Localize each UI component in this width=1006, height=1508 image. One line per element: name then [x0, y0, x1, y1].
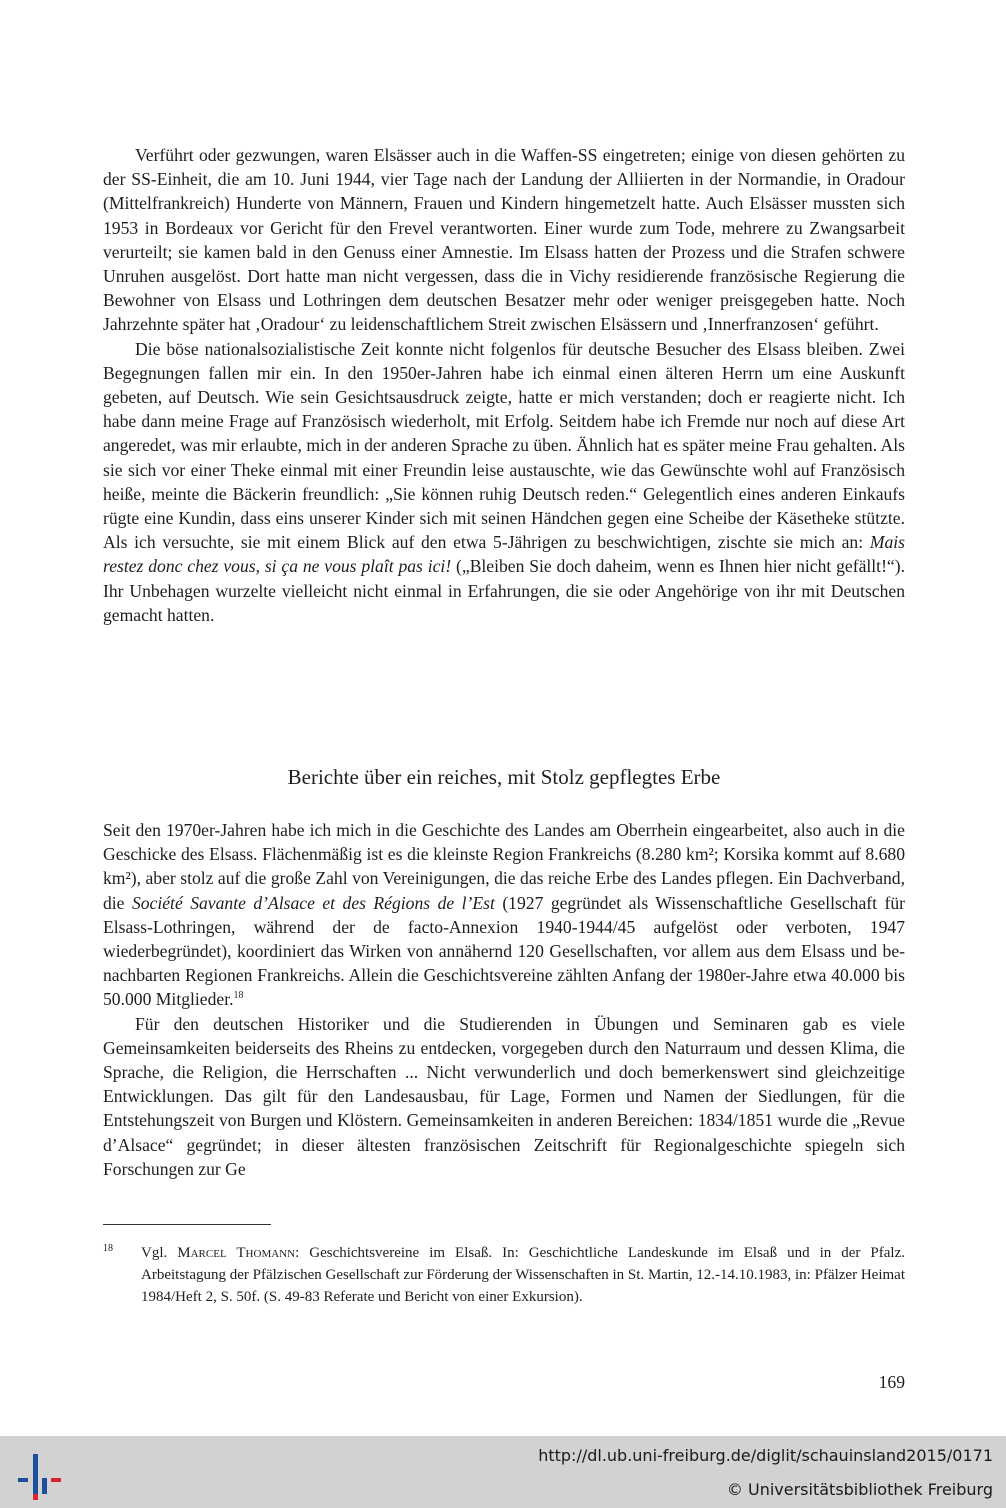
- footnote: [103, 1242, 905, 1308]
- copyright-notice: © Universitätsbibliothek Freiburg: [726, 1480, 993, 1499]
- footnote-number: 18: [103, 1243, 113, 1254]
- footnote-text: Vgl. Marcel Thomann: Geschichtsvereine im Elsaß. In: Geschichtliche Landeskunde im Elsaß und in der Pfalz. Arbeitstagung der Pfälzischen Gesellschaft zur Förderung der Wissenschaften in St. Martin, 12.-14.10.1983, in: Pfälzer Heimat 1984/Heft 2, S. 50f. (S. 49-83 Referate und Bericht von einer Exkursion).: [141, 1245, 905, 1305]
- body-text-section-2: [103, 818, 905, 1181]
- section-heading: Berichte über ein reiches, mit Stolz gepflegtes Erbe: [287, 765, 721, 789]
- body-text-section-1: [103, 143, 905, 627]
- document-url-link[interactable]: http://dl.ub.uni-freiburg.de/diglit/schauinsland2015/0171: [538, 1446, 993, 1465]
- page-number: 169: [878, 1372, 905, 1392]
- paragraph: Verführt oder gezwungen, waren Elsässer auch in die Waffen-SS eingetreten; einige von diesen gehörten zu der SS-Einheit, die am 10. Juni 1944, vier Tage nach der Landung der Alliierten in der Normandie, in Oradour (Mittelfrankreich) Hunderte von Männern, Frauen und Kindern hingemetzelt hatte. Auch Elsässer mussten sich 1953 in Bordeaux vor Gericht für den Frevel verantworten. Einer wurde zum Tode, mehrere zu Zwangsarbeit verurteilt; sie kamen bald in den Genuss einer Amnestie. Im Elsass hatten der Prozess und die Strafen schwere Unruhen ausgelöst. Dort hatte man nicht vergessen, dass die in Vichy residierende französische Regierung die Bewohner von Elsass und Lothringen dem deutschen Besatzer mehr oder weniger preisgegeben hatte. Noch Jahrzehnte später hat ‚Oradour‘ zu leidenschaftlichem Streit zwischen Elsässern und ‚Innerfranzosen‘ geführt.: [103, 145, 905, 335]
- footnote-divider: [103, 1224, 271, 1225]
- ub-freiburg-logo-icon: [14, 1448, 62, 1500]
- paragraph: Seit den 1970er-Jahren habe ich mich in die Geschichte des Landes am Oberrhein eingearbeitet, also auch in die Geschicke des Elsass. Flächenmäßig ist es die kleinste Region Frankreichs (8.280 km²; Korsika kommt auf 8.680 km²), aber stolz auf die große Zahl von Vereinigungen, die das reiche Erbe des Landes pflegen. Ein Dachverband, die Société Savante d’Alsace et des Régions de l’Est (1927 gegründet als Wissenschaftliche Gesellschaft für Elsass-Lothringen, während der de facto-Annexion 1940-1944/45 aufgelöst oder verboten, 1947 wiederbegründet), koordiniert das Wirken von annähernd 120 Gesellschaften, vor allem aus dem Elsass und benachbarten Regionen Frankreichs. Allein die Geschichtsvereine zählten Anfang der 1980er-Jahre etwa 40.000 bis 50.000 Mitglieder.$^{18}$: [103, 820, 905, 1010]
- paragraph: Die böse nationalsozialistische Zeit konnte nicht folgenlos für deutsche Besucher des Elsass bleiben. Zwei Begegnungen fallen mir ein. In den 1950er-Jahren habe ich einmal einen älteren Herrn um eine Auskunft gebeten, auf Deutsch. Wie sein Gesichtsausdruck zeigte, hatte er mich verstanden; doch er reagierte nicht. Ich habe dann meine Frage auf Französisch wiederholt, mit Erfolg. Seitdem habe ich Fremde nur noch auf diese Art angeredet, was mir erlaubte, mich in der anderen Sprache zu üben. Ähnlich hat es später meine Frau gehalten. Als sie sich vor einer Theke einmal mit einer Freundin leise austauschte, wie das Gewünschte wohl auf Französisch heiße, meinte die Bäckerin freundlich: „Sie können ruhig Deutsch reden.“ Gelegentlich eines anderen Einkaufs rügte eine Kundin, dass eins unserer Kinder sich mit seinen Händchen gegen eine Scheibe der Käsetheke stützte. Als ich versuchte, sie mit einem Blick auf den etwa 5-Jährigen zu beschwichtigen, zischte sie mich an: Mais restez donc chez vous, si ça ne vous plaît pas ici! („Bleiben Sie doch daheim, wenn es Ihnen hier nicht gefällt!“). Ihr Unbehagen wurzelte vielleicht nicht einmal in Erfahrungen, die sie oder Angehörige von ihr mit Deutschen gemacht hatten.: [103, 338, 905, 625]
- paragraph: Für den deutschen Historiker und die Studierenden in Übungen und Seminaren gab es viele Gemeinsamkeiten beiderseits des Rheins zu entdecken, vorgegeben durch den Naturraum und dessen Klima, die Sprache, die Religion, die Herrschaften ... Nicht verwunderlich und doch bemerkenswert sind gleichzeitige Entwicklungen. Das gilt für den Landesausbau, für Lage, Formen und Namen der Siedlungen, für die Entstehungszeit von Burgen und Klöstern. Gemeinsamkeiten in anderen Bereichen: 1834/1851 wurde die „Revue d’Alsace“ gegründet; in dieser ältesten französischen Zeitschrift für Regionalgeschichte spiegeln sich Forschungen zur Ge: [103, 1013, 905, 1179]
- viewer-footer: [0, 1436, 1006, 1508]
